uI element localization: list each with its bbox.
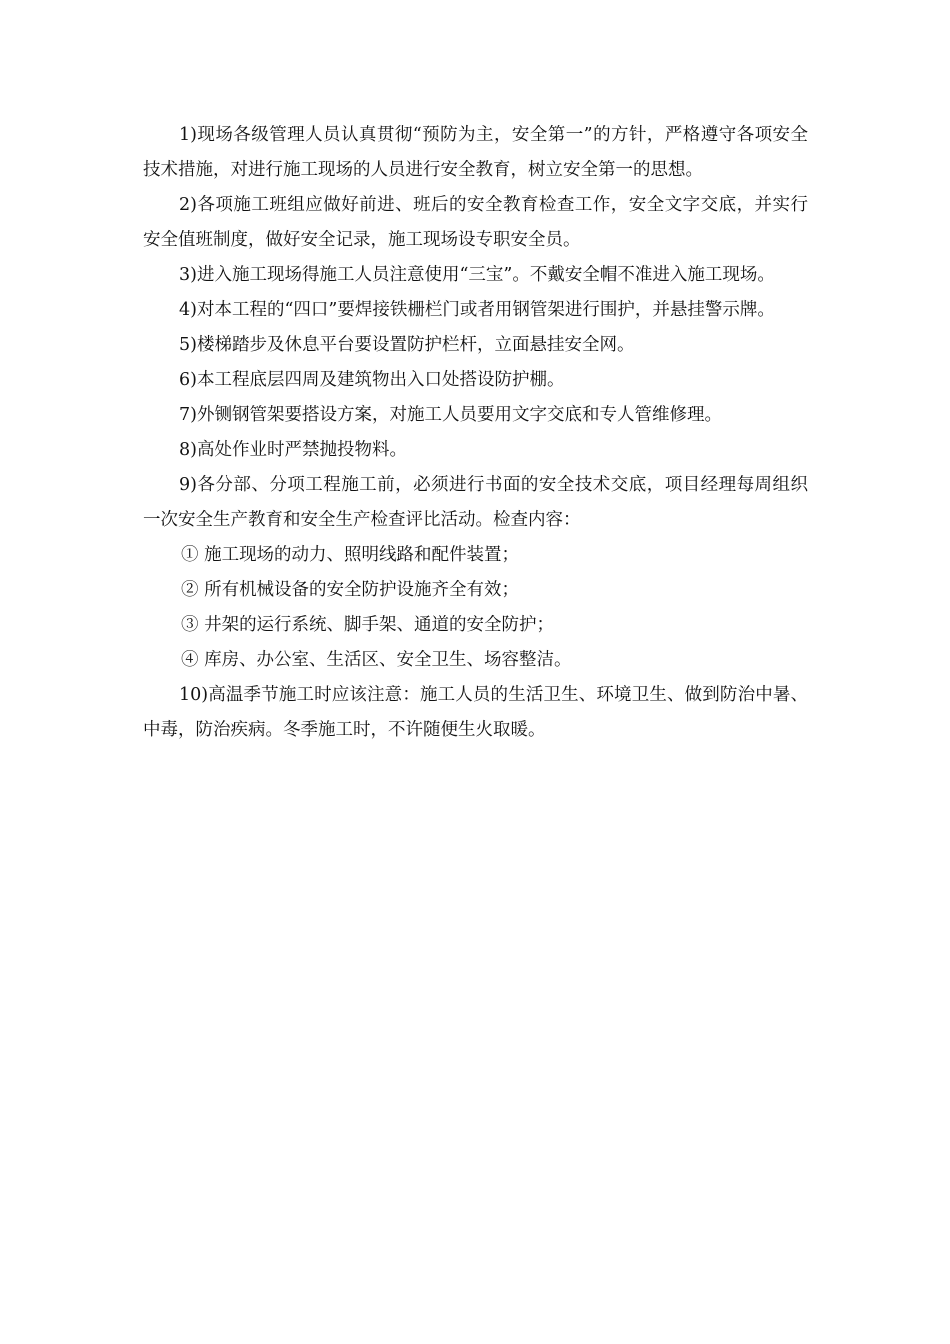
paragraph-4: 4)对本工程的“四口”要焊接铁栅栏门或者用钢管架进行围护，并悬挂警示牌。	[179, 300, 775, 320]
paragraph-8: 8)高处作业时严禁抛投物料。	[179, 440, 407, 460]
paragraph-1: 1)现场各级管理人员认真贯彻“预防为主，安全第一”的方针，严格遵守各项安全技术措施，对进行施工现场的人员进行安全教育，树立安全第一的思想。	[143, 125, 808, 180]
check-item-3: ③ 井架的运行系统、脚手架、通道的安全防护；	[181, 615, 555, 635]
paragraph-7: 7)外铡钢管架要搭设方案，对施工人员要用文字交底和专人管维修理。	[179, 405, 722, 425]
paragraph-2: 2)各项施工班组应做好前进、班后的安全教育检查工作，安全文字交底，并实行安全值班制度，做好安全记录，施工现场设专职安全员。	[143, 195, 808, 250]
paragraph-3: 3)进入施工现场得施工人员注意使用“三宝”。不戴安全帽不准进入施工现场。	[179, 265, 775, 285]
paragraph-9: 9)各分部、分项工程施工前，必须进行书面的安全技术交底，项目经理每周组织一次安全生产教育和安全生产检查评比活动。检查内容：	[143, 475, 808, 530]
check-item-1: ① 施工现场的动力、照明线路和配件装置；	[181, 545, 520, 565]
paragraph-5: 5)楼梯踏步及休息平台要设置防护栏杆，立面悬挂安全网。	[179, 335, 635, 355]
paragraph-6: 6)本工程底层四周及建筑物出入口处搭设防护棚。	[179, 370, 565, 390]
check-item-4: ④ 库房、办公室、生活区、安全卫生、场容整洁。	[181, 650, 572, 670]
paragraph-10: 10)高温季节施工时应该注意：施工人员的生活卫生、环境卫生、做到防治中暑、中毒，防治疾病。冬季施工时，不许随便生火取暖。	[143, 685, 808, 740]
document-body	[143, 118, 808, 748]
check-item-2: ② 所有机械设备的安全防护设施齐全有效；	[181, 580, 520, 600]
